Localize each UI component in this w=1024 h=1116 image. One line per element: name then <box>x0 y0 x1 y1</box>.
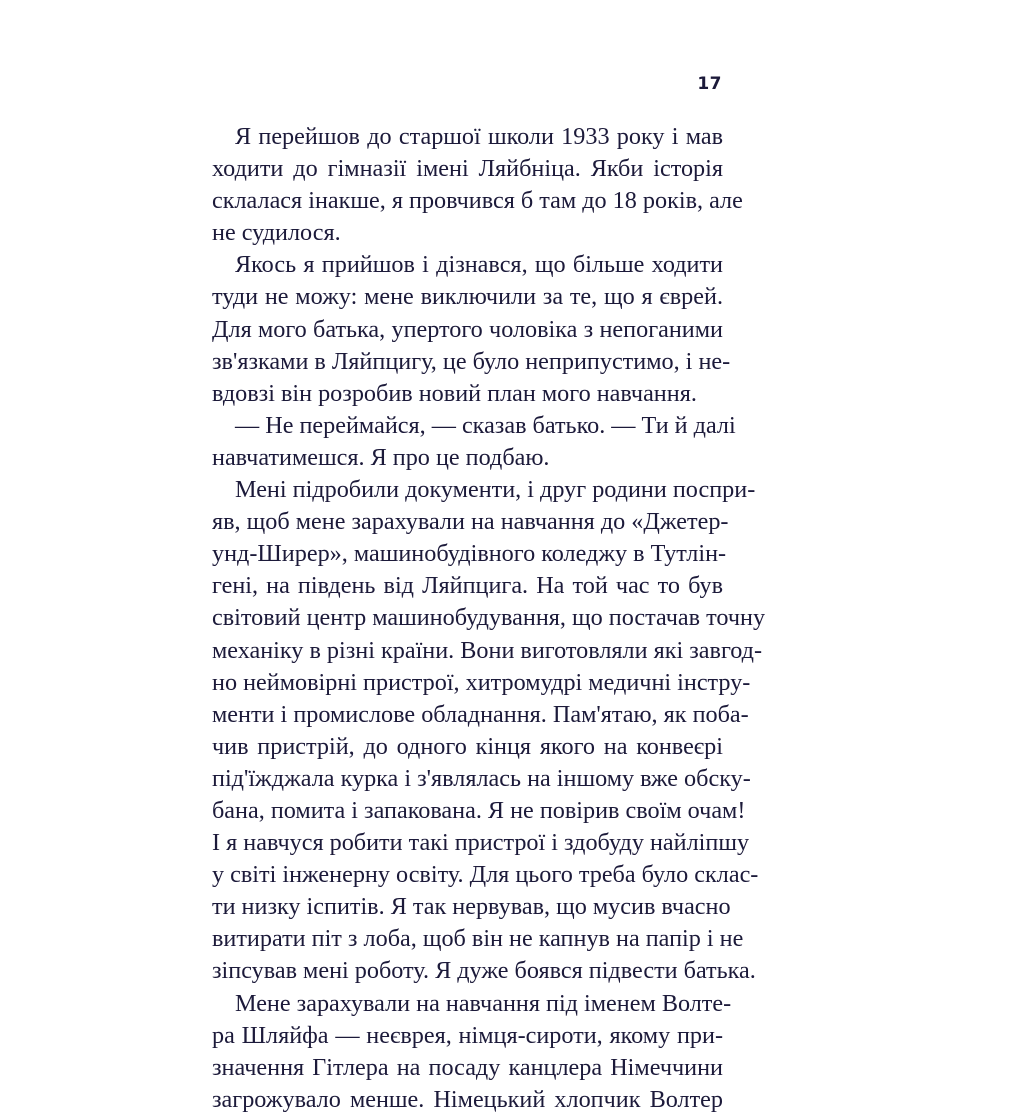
paragraph <box>212 249 731 409</box>
text-line: у світі інженерну освіту. Для цього треба було склас- <box>212 861 759 889</box>
text-line: Мене зарахували на навчання під іменем Волте- <box>235 989 732 1017</box>
text-line: ра Шляйфа — неєврея, німця-сироти, якому при- <box>212 1021 723 1049</box>
paragraph <box>212 121 743 249</box>
text-line: яв, щоб мене зарахували на навчання до «Джетер- <box>212 508 729 536</box>
text-line: зв'язками в Ляйпцигу, це було неприпустимо, і не- <box>212 347 731 375</box>
text-line: під'їжджала курка і з'являлась на іншому вже обску- <box>212 764 751 792</box>
paragraph <box>212 474 766 988</box>
text-line: значення Гітлера на посаду канцлера Німеччини <box>212 1053 723 1081</box>
text-line: ходити до гімназії імені Ляйбніца. Якби історія <box>212 155 723 183</box>
text-line: Я перейшов до старшої школи 1933 року і мав <box>235 123 723 150</box>
text-line: Для мого батька, упертого чоловіка з непоганими <box>212 315 723 343</box>
body-text <box>212 121 766 1116</box>
text-line: ти низку іспитів. Я так нервував, що мусив вчасно <box>212 893 731 921</box>
text-line: Якось я прийшов і дізнався, що більше ходити <box>235 251 723 279</box>
text-line: І я навчуся робити такі пристрої і здобуду найліпшу <box>212 829 750 857</box>
page-number: 17 <box>697 74 722 94</box>
paragraph <box>212 410 736 474</box>
text-line: навчатимешся. Я про це подбаю. <box>212 443 550 471</box>
text-line: — Не переймайся, — сказав батько. — Ти й далі <box>235 411 736 439</box>
text-line: Мені підробили документи, і друг родини поспри- <box>235 476 756 504</box>
text-line: механіку в різні країни. Вони виготовляли які завгод- <box>212 636 763 664</box>
text-line: зіпсував мені роботу. Я дуже боявся підвести батька. <box>212 957 756 985</box>
text-line: менти і промислове обладнання. Пам'ятаю, як поба- <box>212 700 749 728</box>
text-line: чив пристрій, до одного кінця якого на конвеєрі <box>212 732 723 760</box>
text-line: но неймовірні пристрої, хитромудрі медичні інстру- <box>212 668 751 696</box>
text-line: бана, помита і запакована. Я не повірив своїм очам! <box>212 796 746 824</box>
paragraph <box>212 988 732 1116</box>
text-line: не судилося. <box>212 219 341 247</box>
text-line: світовий центр машинобудування, що постачав точну <box>212 604 766 632</box>
text-line: загрожувало менше. Німецький хлопчик Волтер <box>212 1085 723 1113</box>
text-line: склалася інакше, я провчився б там до 18 років, але <box>212 187 743 215</box>
text-line: унд-Ширер», машинобудівного коледжу в Тутлін- <box>212 540 727 568</box>
text-line: витирати піт з лоба, щоб він не капнув на папір і не <box>212 925 744 953</box>
text-line: туди не можу: мене виключили за те, що я єврей. <box>212 283 723 311</box>
text-line: гені, на південь від Ляйпцига. На той час то був <box>212 572 723 600</box>
text-line: вдовзі він розробив новий план мого навчання. <box>212 379 697 407</box>
